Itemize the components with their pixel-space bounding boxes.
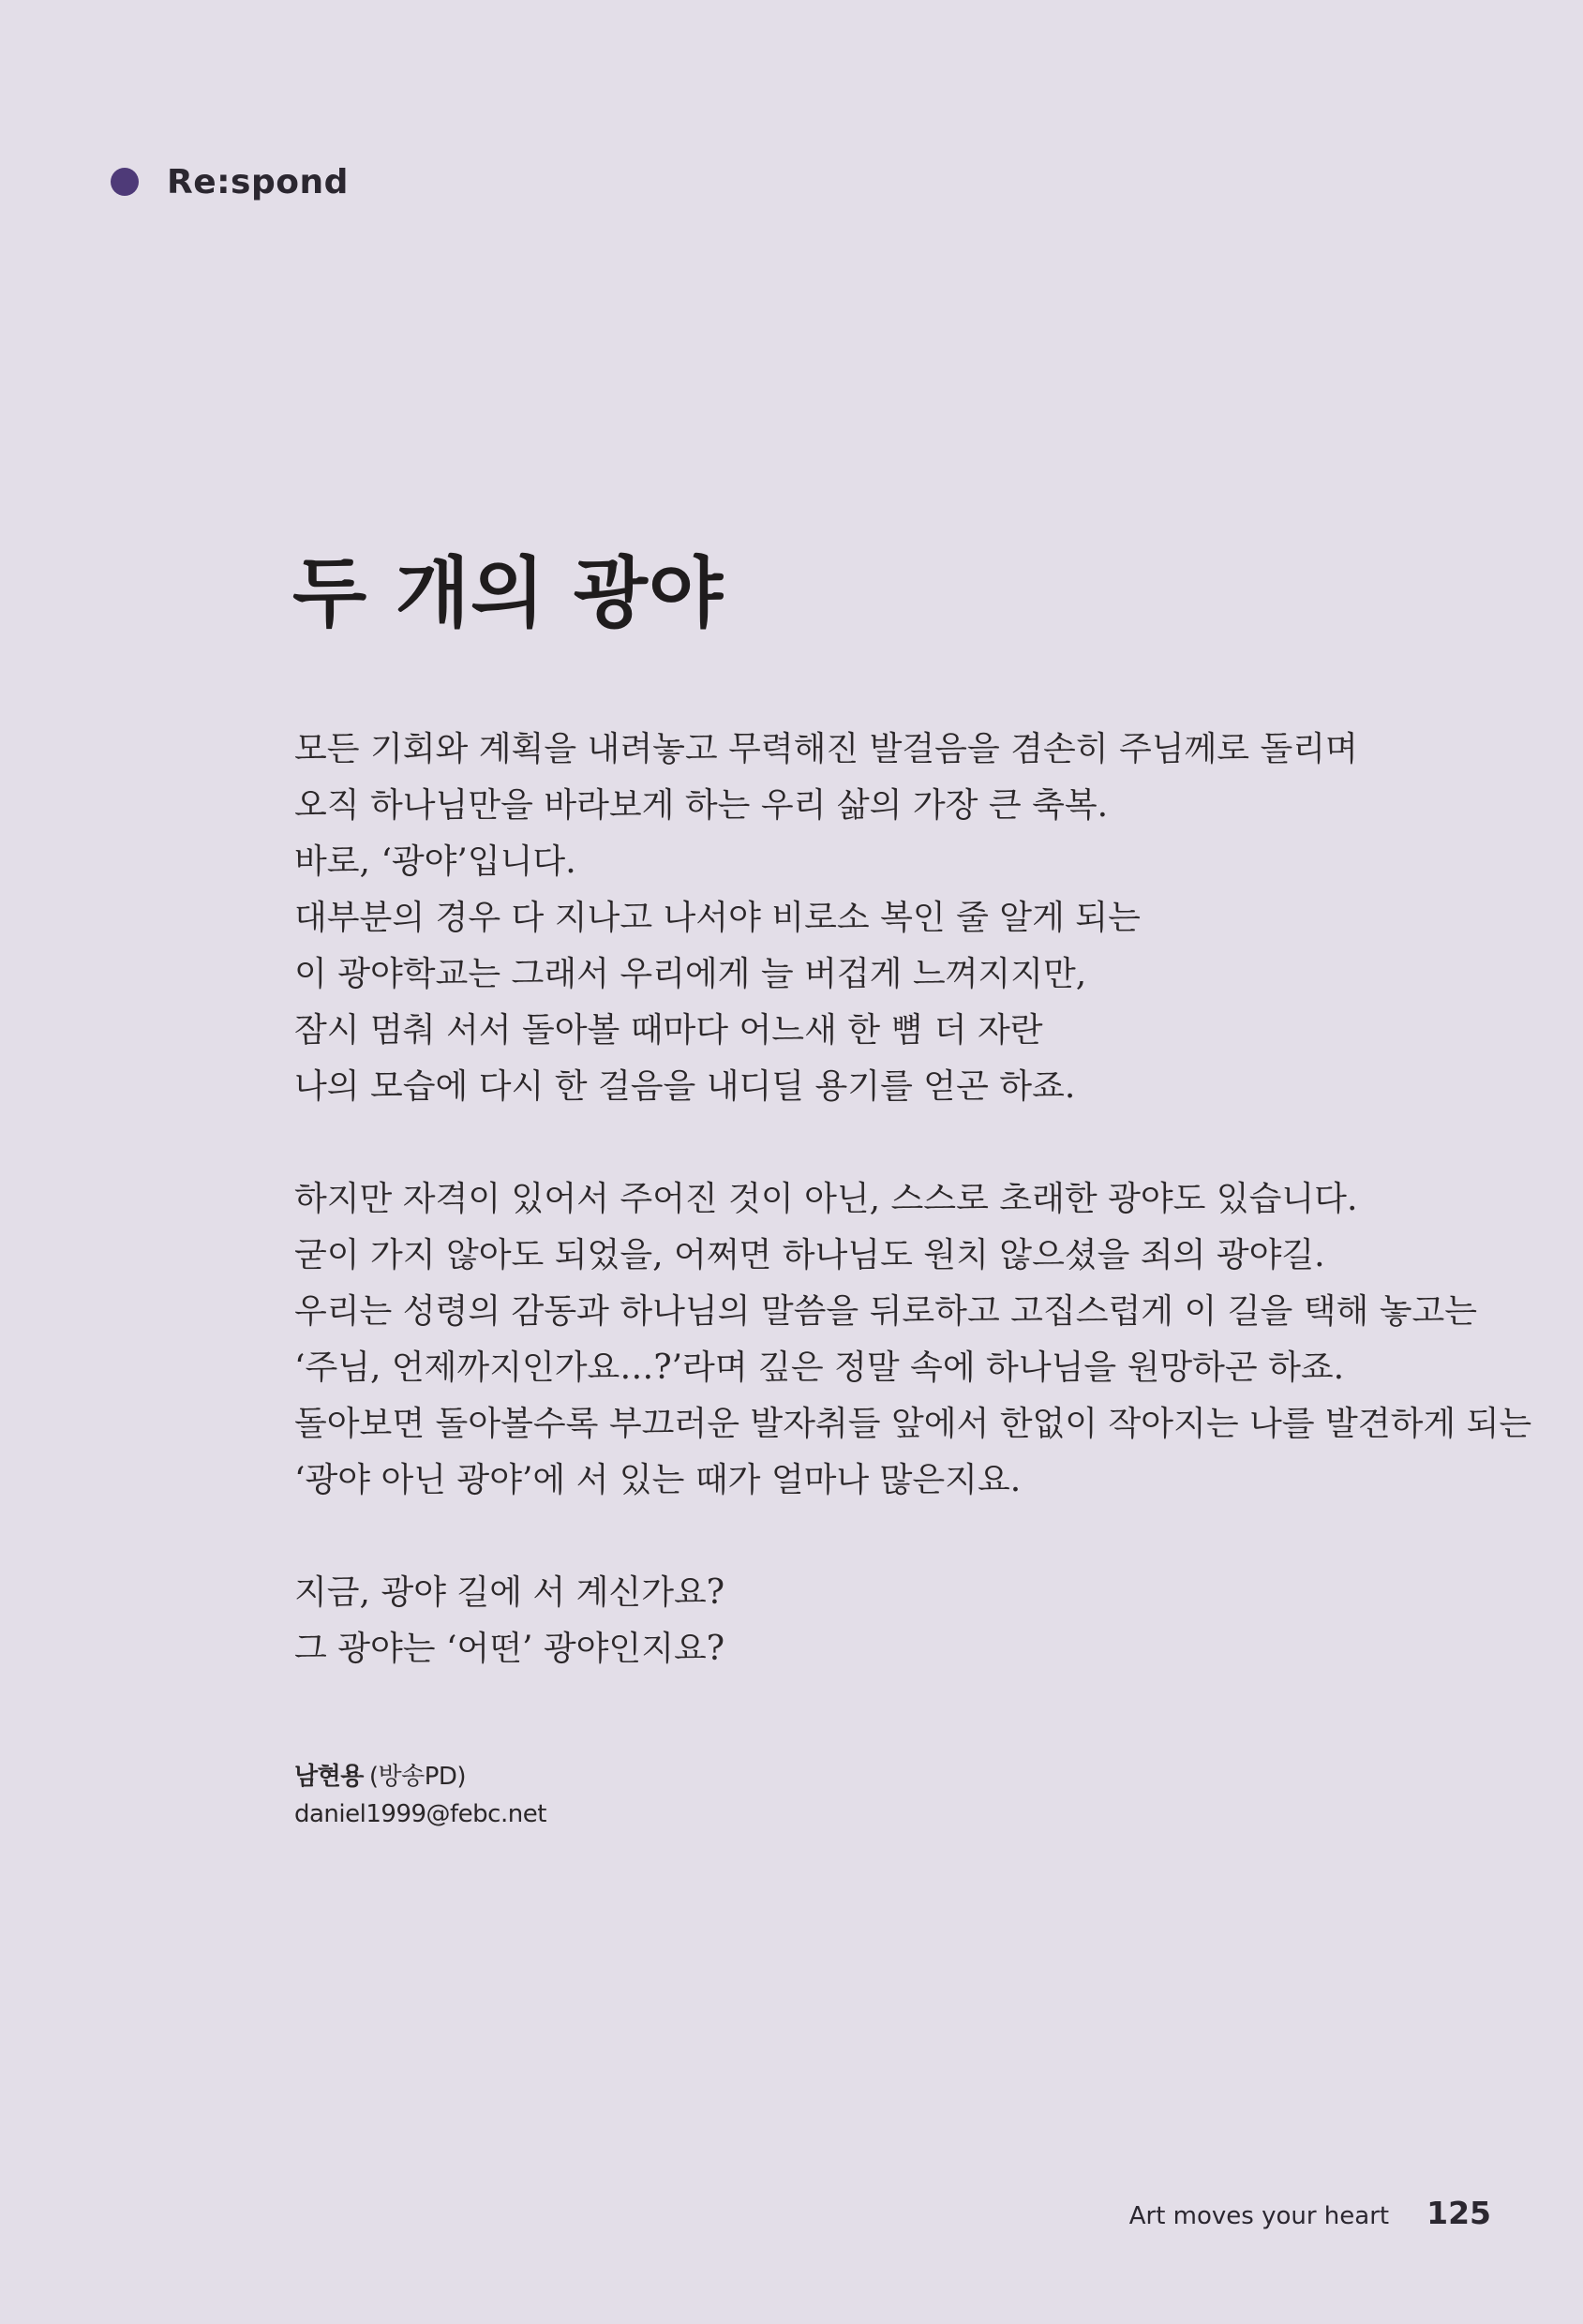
body-line: 하지만 자격이 있어서 주어진 것이 아닌, 스스로 초래한 광야도 있습니다. — [294, 1180, 1358, 1218]
paragraph-2 — [294, 1171, 1532, 1509]
article-title — [292, 546, 724, 640]
page-footer — [1129, 2195, 1491, 2231]
body-line: 우리는 성령의 감동과 하나님의 말씀을 뒤로하고 고집스럽게 이 길을 택해 놓고는 — [294, 1292, 1478, 1331]
paragraph-1 — [294, 722, 1466, 1115]
author-byline — [294, 1758, 546, 1833]
body-line: 잠시 멈춰 서서 돌아볼 때마다 어느새 한 뼘 더 자란 — [294, 1011, 1043, 1050]
article-title-part2: 광야 — [573, 547, 724, 638]
body-line: 모든 기회와 계획을 내려놓고 무력해진 발걸음을 겸손히 주님께로 돌리며 — [294, 730, 1358, 768]
body-line: 오직 하나님만을 바라보게 하는 우리 삶의 가장 큰 축복. — [294, 786, 1109, 825]
author-name: 남현용 — [294, 1763, 364, 1791]
article-title-part1: 두 개의 — [292, 547, 574, 638]
body-line: ‘광야 아닌 광야’에 서 있는 때가 얼마나 많은지요. — [294, 1461, 1022, 1499]
body-line: 대부분의 경우 다 지나고 나서야 비로소 복인 줄 알게 되는 — [294, 899, 1141, 937]
page-number: 125 — [1426, 2195, 1491, 2231]
body-line: 바로, ‘광야’입니다. — [294, 842, 576, 881]
body-line: 이 광야학교는 그래서 우리에게 늘 버겁게 느껴지지만, — [294, 955, 1087, 993]
body-line: 지금, 광야 길에 서 계신가요? — [294, 1573, 725, 1612]
section-tag — [111, 161, 349, 202]
paragraph-3 — [294, 1565, 1466, 1677]
article-body — [294, 722, 1532, 1734]
body-line: ‘주님, 언제까지인가요…?’라며 깊은 정말 속에 하나님을 원망하곤 하죠. — [294, 1348, 1345, 1387]
body-line: 나의 모습에 다시 한 걸음을 내디딜 용기를 얻곤 하죠. — [294, 1067, 1076, 1106]
section-bullet-icon — [111, 168, 139, 196]
body-line: 그 광야는 ‘어떤’ 광야인지요? — [294, 1630, 725, 1668]
author-line — [294, 1758, 546, 1795]
author-role: (방송PD) — [368, 1763, 467, 1791]
section-label: Re:spond — [167, 162, 349, 201]
footer-tagline: Art moves your heart — [1128, 2202, 1390, 2230]
body-line: 돌아보면 돌아볼수록 부끄러운 발자취들 앞에서 한없이 작아지는 나를 발견하게 되는 — [294, 1405, 1532, 1443]
body-line: 굳이 가지 않아도 되었을, 어쩌면 하나님도 원치 않으셨을 죄의 광야길. — [294, 1236, 1325, 1274]
author-email: daniel1999@febc.net — [294, 1800, 546, 1828]
